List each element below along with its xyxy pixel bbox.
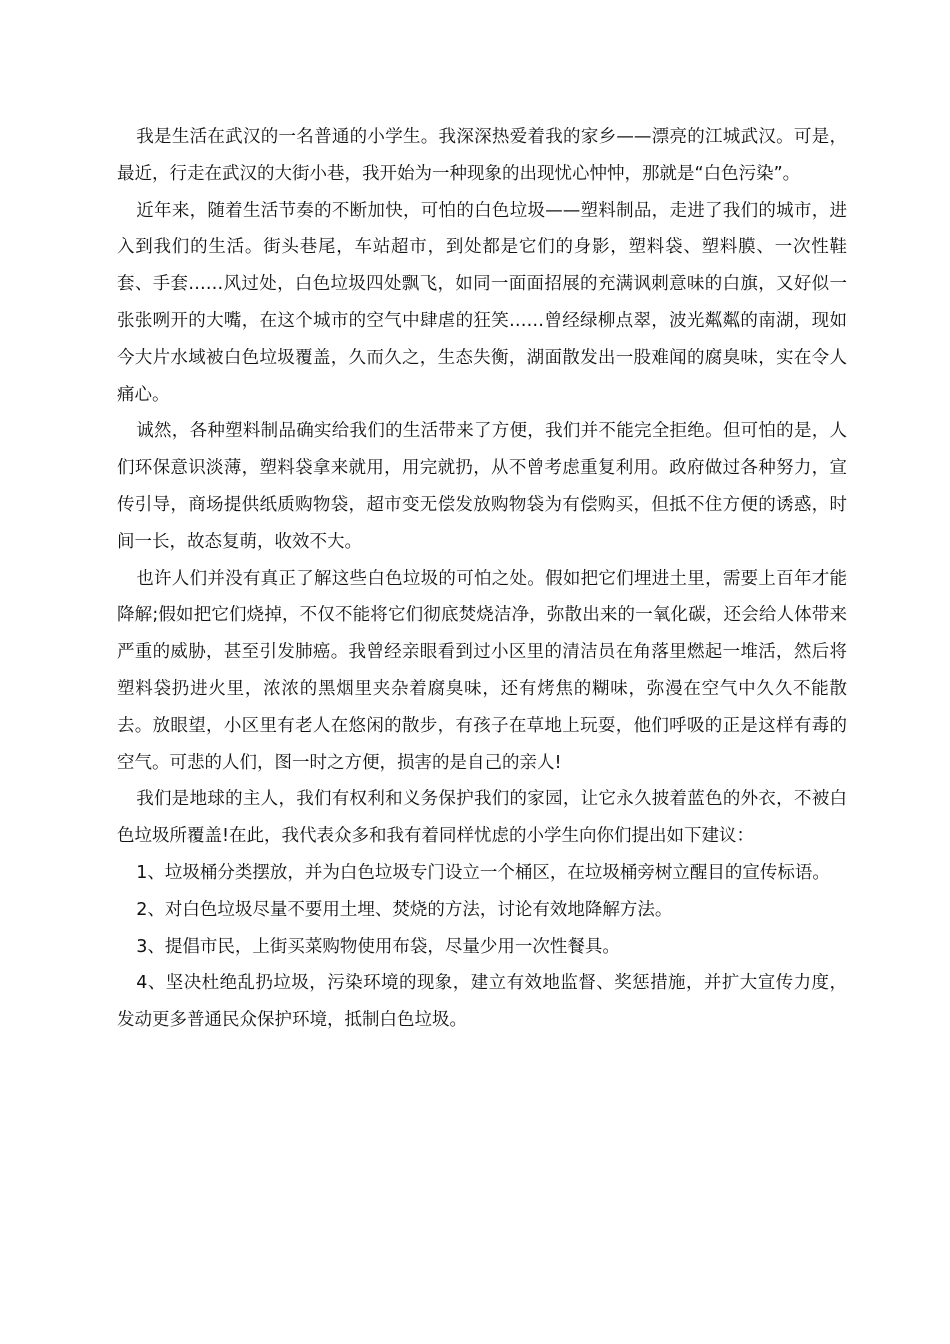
suggestion-item-4: 4、坚决杜绝乱扔垃圾，污染环境的现象，建立有效地监督、奖惩措施，并扩大宣传力度，发动更多普通民众保护环境，抵制白色垃圾。 <box>117 973 847 1031</box>
paragraph-intro: 我是生活在武汉的一名普通的小学生。我深深热爱着我的家乡——漂亮的江城武汉。可是，最近，行走在武汉的大街小巷，我开始为一种现象的出现忧心忡忡，那就是“白色污染”。 <box>117 127 847 184</box>
paragraph-harm: 也许人们并没有真正了解这些白色垃圾的可怕之处。假如把它们埋进土里，需要上百年才能降解;假如把它们烧掉，不仅不能将它们彻底焚烧洁净，弥散出来的一氧化碳，还会给人体带来严重的威胁，甚至引发肺癌。我曾经亲眼看到过小区里的清洁员在角落里燃起一堆活，然后将塑料袋扔进火里，浓浓的黑烟里夹杂着腐臭味，还有烤焦的糊味，弥漫在空气中久久不能散去。放眼望，小区里有老人在悠闲的散步，有孩子在草地上玩耍，他们呼吸的正是这样有毒的空气。可悲的人们，图一时之方便，损害的是自己的亲人! <box>117 568 847 773</box>
suggestion-item-1: 1、垃圾桶分类摆放，并为白色垃圾专门设立一个桶区，在垃圾桶旁树立醒目的宣传标语。 <box>136 862 830 883</box>
paragraph-plastic-spread: 近年来，随着生活节奏的不断加快，可怕的白色垃圾——塑料制品，走进了我们的城市，进入到我们的生活。街头巷尾，车站超市，到处都是它们的身影，塑料袋、塑料膜、一次性鞋套、手套……风过处，白色垃圾四处飘飞，如同一面面招展的充满讽刺意味的白旗，又好似一张张咧开的大嘴，在这个城市的空气中肆虐的狂笑……曾经绿柳点翠，波光粼粼的南湖，现如今大片水域被白色垃圾覆盖，久而久之，生态失衡，湖面散发出一股难闻的腐臭味，实在令人痛心。 <box>117 200 847 405</box>
document-body <box>117 119 847 1039</box>
suggestion-item-3: 3、提倡市民，上街买菜购物使用布袋，尽量少用一次性餐具。 <box>136 936 620 957</box>
paragraph-proposal: 我们是地球的主人，我们有权利和义务保护我们的家园，让它永久披着蓝色的外衣，不被白色垃圾所覆盖!在此，我代表众多和我有着同样忧虑的小学生向你们提出如下建议： <box>117 789 847 847</box>
paragraph-convenience: 诚然，各种塑料制品确实给我们的生活带来了方便，我们并不能完全拒绝。但可怕的是，人们环保意识淡薄，塑料袋拿来就用，用完就扔，从不曾考虑重复利用。政府做过各种努力，宣传引导，商场提供纸质购物袋，超市变无偿发放购物袋为有偿购买，但抵不住方便的诱惑，时间一长，故态复萌，收效不大。 <box>117 421 847 552</box>
suggestion-item-2: 2、对白色垃圾尽量不要用土埋、焚烧的方法，讨论有效地降解方法。 <box>136 899 673 920</box>
